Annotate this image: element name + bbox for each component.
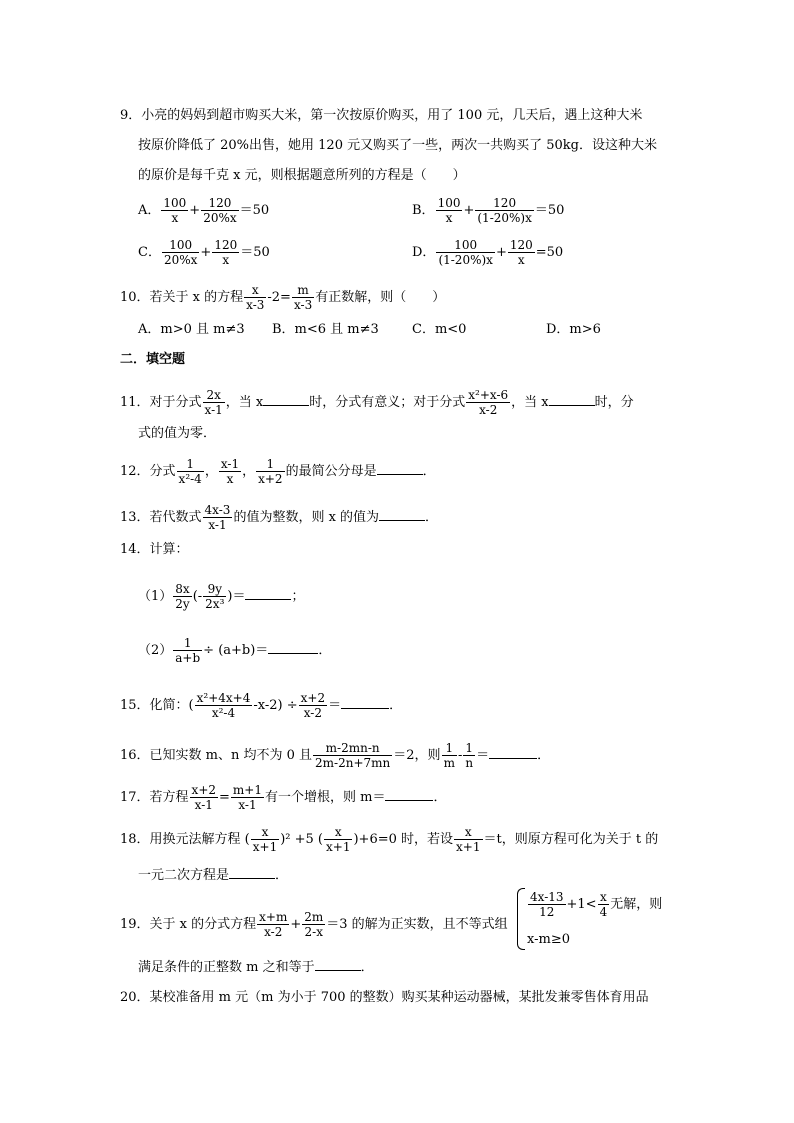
answer-blank[interactable] [377,462,423,475]
q10-option-b: B．m<6 且 m≠3 [272,322,379,337]
q13-stem: 13．若代数式 $\frac{4x-3}{x-1}$ 的值为整数，则 x 的值为 ． [120,503,439,532]
q14-title: 14．计算： [120,542,189,557]
q9-option-c: C． $\frac{100}{20\%x}$ + $\frac{120}{x}$ ＝50 [138,238,270,267]
q18-line2: 一元二次方程是 ． [138,868,289,883]
inequality-2: x-m≥0 [527,932,570,947]
brace-icon [517,888,525,950]
q17-stem: 17．若方程 $\frac{x+2}{x-1}$ = $\frac{m+1}{x-1}$ 有一个增根，则 m＝ ． [120,783,447,812]
q9-line2: 按原价降低了 20%出售，她用 120 元又购买了一些，两次一共购买了 50kg．设这种大米 [138,138,657,153]
q9-option-d: D． $\frac{100}{(1-20\%)x}$ + $\frac{120}{x}$ =50 [412,238,564,267]
answer-blank[interactable] [229,866,275,879]
q19-line1: 19．关于 x 的分式方程 $\frac{x+m}{x-2}$ + $\frac{2m}{2-x}$ ＝3 的解为正实数，且不等式组 [120,910,508,939]
q10-option-a: A．m>0 且 m≠3 [138,322,245,337]
q11-line2: 式的值为零． [138,426,217,441]
q10-stem: 10．若关于 x 的方程 $\frac{x}{x-3}$ -2= $\frac{m}{x-3}$ 有正数解，则（ ） [120,283,446,312]
inequality-1: $\frac{4x-13}{12}$ +1< $\frac{x}{4}$ 无解，则 [530,890,663,919]
answer-blank[interactable] [315,958,361,971]
answer-blank[interactable] [263,393,309,406]
answer-blank[interactable] [489,746,537,759]
q18-line1: 18．用换元法解方程 ( $\frac{x}{x+1}$ )² +5 ( $\frac{x}{x+1}$ )+6=0 时，若设 $\frac{x}{x+1}$ ＝t，则原方程可化为关于 t 的 [120,825,659,854]
answer-blank[interactable] [245,587,291,600]
section-heading-fill-in: 二．填空题 [120,352,186,367]
q9-option-b: B． $\frac{100}{x}$ + $\frac{120}{(1-20\%)x}$ ＝50 [412,196,565,225]
q16-stem: 16．已知实数 m、n 均不为 0 且 $\frac{m-2mn-n}{2m-2n+7mn}$ ＝2，则 $\frac{1}{m}$ - $\frac{1}{n}$ ＝ ． [120,741,551,770]
q9-line1: 9．小亮的妈妈到超市购买大米，第一次按原价购买，用了 100 元，几天后，遇上这种大米 [120,108,643,123]
q20-line1: 20．某校准备用 m 元（m 为小于 700 的整数）购买某种运动器械，某批发兼零售体育用品 [120,990,649,1005]
answer-blank[interactable] [268,641,318,654]
q11-line1: 11．对于分式 $\frac{2x}{x-1}$ ，当 x 时，分式有意义；对于分式 $\frac{\text{x²+x-6}}{x-2}$ ，当 x 时，分 [120,388,634,417]
q9-line3: 的原价是每千克 x 元，则根据题意所列的方程是（ ） [138,168,466,183]
q10-option-c: C．m<0 [412,322,467,337]
q14-part1: （1） $\frac{8x}{2y}$ (- $\frac{9y}{\text{2x³}}$ )＝ ； [138,582,305,611]
q12-stem: 12．分式 $\frac{1}{\text{x²-4}}$ ， $\frac{x-1}{x}$ ， $\frac{1}{x+2}$ 的最简公分母是 ． [120,457,436,486]
inequality-system [517,888,677,950]
q9-option-a: A． $\frac{100}{x}$ + $\frac{120}{20\%x}$ ＝50 [138,196,270,225]
q19-line2: 满足条件的正整数 m 之和等于 ． [138,960,374,975]
answer-blank[interactable] [379,508,425,521]
answer-blank[interactable] [341,696,389,709]
answer-blank[interactable] [549,393,595,406]
q14-part2: （2） $\frac{1}{a+b}$ ÷ (a+b)＝ ． [138,636,332,665]
q10-option-d: D．m>6 [546,322,601,337]
q15-stem: 15．化简：( $\frac{\text{x²+4x+4}}{\text{x²-4}}$ -x-2) ÷ $\frac{x+2}{x-2}$ ＝ ． [120,691,403,720]
answer-blank[interactable] [385,788,433,801]
